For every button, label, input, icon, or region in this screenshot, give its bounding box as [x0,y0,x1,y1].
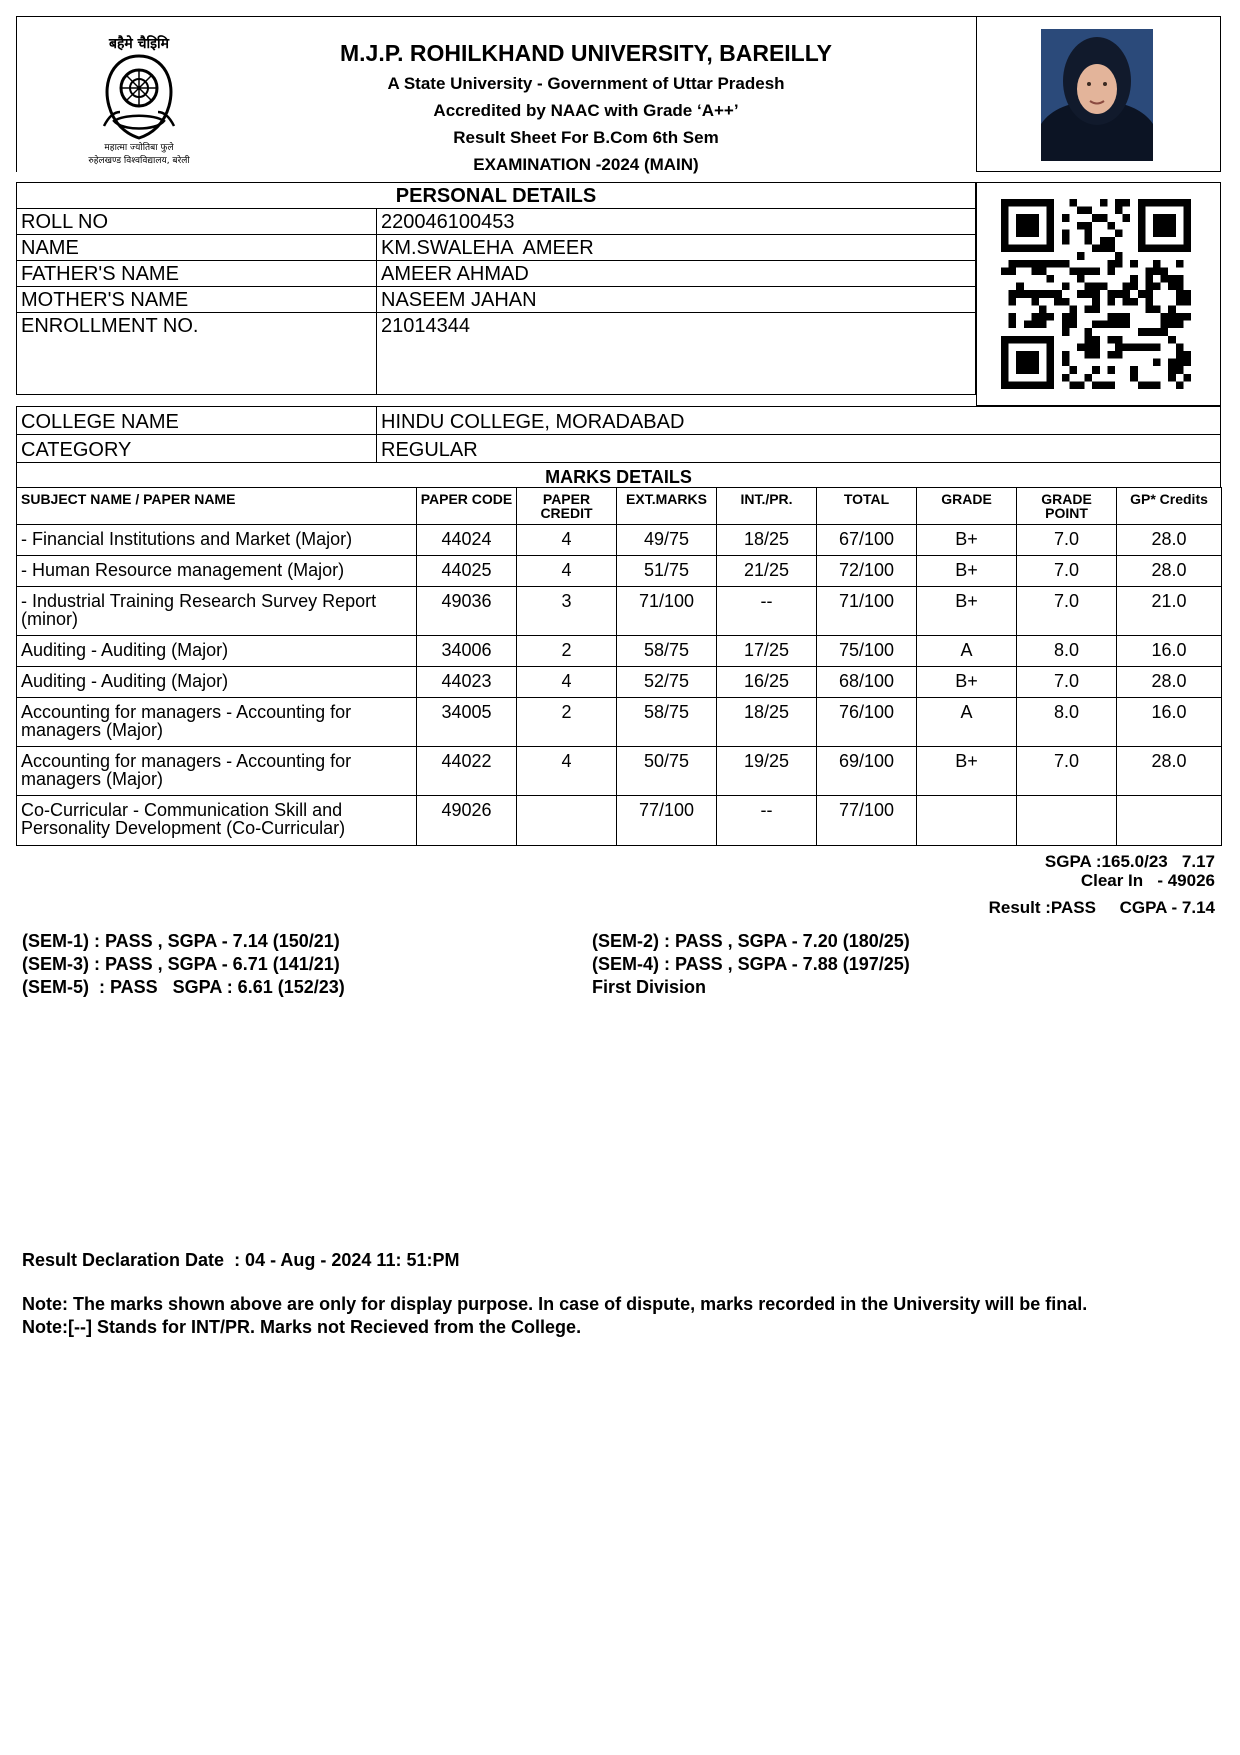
col-int-pr: INT./PR. [717,488,817,525]
ext-marks: 50/75 [617,747,717,796]
grade: B+ [917,747,1017,796]
sem-5-result: (SEM-5) : PASS SGPA : 6.61 (152/23) [22,977,345,997]
roll-no-label: ROLL NO [17,209,377,235]
gp-credits: 28.0 [1117,667,1222,698]
grade: B+ [917,525,1017,556]
table-row [17,698,1222,747]
ext-marks: 52/75 [617,667,717,698]
total: 67/100 [817,525,917,556]
int-pr: 17/25 [717,636,817,667]
grade-point: 7.0 [1017,556,1117,587]
ext-marks: 49/75 [617,525,717,556]
result-sheet-title: Result Sheet For B.Com 6th Sem [453,128,719,147]
total: 71/100 [817,587,917,636]
table-row [17,636,1222,667]
ext-marks: 51/75 [617,556,717,587]
paper-code: 44024 [417,525,517,556]
qr-code [1001,199,1191,389]
subject-name: - Human Resource management (Major) [17,556,417,587]
total: 72/100 [817,556,917,587]
note-display-purpose: Note: The marks shown above are only for display purpose. In case of dispute, marks recorded in the University will be final. [22,1294,1088,1314]
gp-credits: 21.0 [1117,587,1222,636]
grade-point: 7.0 [1017,747,1117,796]
col-paper-credit: PAPER CREDIT [517,488,617,525]
college-name-label: COLLEGE NAME [17,407,377,435]
col-gp-credits: GP* Credits [1117,488,1222,525]
col-subject: SUBJECT NAME / PAPER NAME [17,488,417,525]
ext-marks: 71/100 [617,587,717,636]
gp-credits [1117,796,1222,846]
father-name-value: AMEER AHMAD [377,261,976,287]
grade-point: 8.0 [1017,698,1117,747]
marks-details-section [16,462,1221,846]
college-details-table [16,406,1221,463]
subject-name: - Financial Institutions and Market (Major) [17,525,417,556]
marks-table [16,487,1222,846]
paper-credit [517,796,617,846]
ext-marks: 58/75 [617,698,717,747]
gp-credits: 16.0 [1117,636,1222,667]
personal-details-title: PERSONAL DETAILS [17,183,976,209]
table-row [17,796,1222,846]
col-total: TOTAL [817,488,917,525]
total: 69/100 [817,747,917,796]
marks-details-title: MARKS DETAILS [16,462,1221,487]
category-value: REGULAR [377,435,1221,463]
paper-code: 34005 [417,698,517,747]
int-pr: 16/25 [717,667,817,698]
paper-code: 44023 [417,667,517,698]
mother-name-label: MOTHER'S NAME [17,287,377,313]
gp-credits: 28.0 [1117,556,1222,587]
subject-name: Accounting for managers - Accounting for managers (Major) [17,747,417,796]
college-name-value: HINDU COLLEGE, MORADABAD [377,407,1221,435]
grade-point [1017,796,1117,846]
accreditation-line: Accredited by NAAC with Grade ‘A++’ [433,101,739,120]
enrollment-label: ENROLLMENT NO. [17,313,377,395]
svg-text:महात्मा ज्योतिबा फुले: महात्मा ज्योतिबा फुले [104,143,174,153]
total: 75/100 [817,636,917,667]
grade-point: 7.0 [1017,587,1117,636]
int-pr: 18/25 [717,525,817,556]
table-row [17,287,976,313]
table-row [17,261,976,287]
name-label: NAME [17,235,377,261]
university-logo [74,26,204,168]
result-cgpa-line: Result :PASS CGPA - 7.14 [988,898,1215,917]
paper-code: 44025 [417,556,517,587]
grade-point: 7.0 [1017,667,1117,698]
col-ext-marks: EXT.MARKS [617,488,717,525]
subject-name: Auditing - Auditing (Major) [17,667,417,698]
qr-frame [976,182,1221,406]
grade: B+ [917,556,1017,587]
roll-no-value: 220046100453 [377,209,976,235]
paper-code: 49036 [417,587,517,636]
col-grade: GRADE [917,488,1017,525]
examination-title: EXAMINATION -2024 (MAIN) [473,155,699,174]
clear-in-line: Clear In - 49026 [1080,871,1215,890]
ext-marks: 58/75 [617,636,717,667]
svg-text:रुहेलखण्ड विश्वविद्यालय, बरेली: रुहेलखण्ड विश्वविद्यालय, बरेली [88,156,190,166]
int-pr: -- [717,587,817,636]
table-row [17,667,1222,698]
col-grade-point: GRADE POINT [1017,488,1117,525]
division: First Division [592,977,707,997]
grade-point: 8.0 [1017,636,1117,667]
paper-credit: 3 [517,587,617,636]
int-pr: 21/25 [717,556,817,587]
result-declaration-date: Result Declaration Date : 04 - Aug - 2024 11: 51:PM [22,1250,460,1270]
paper-code: 44022 [417,747,517,796]
table-row [17,407,1221,435]
father-name-label: FATHER'S NAME [17,261,377,287]
sem-3-result: (SEM-3) : PASS , SGPA - 6.71 (141/21) [22,954,340,974]
paper-code: 49026 [417,796,517,846]
grade: B+ [917,587,1017,636]
subject-name: - Industrial Training Research Survey Report (minor) [17,587,417,636]
sem-2-result: (SEM-2) : PASS , SGPA - 7.20 (180/25) [592,931,910,951]
university-subtitle: A State University - Government of Uttar Pradesh [387,74,785,93]
int-pr: -- [717,796,817,846]
mother-name-value: NASEEM JAHAN [377,287,976,313]
int-pr: 19/25 [717,747,817,796]
note-int-pr: Note:[--] Stands for INT/PR. Marks not Recieved from the College. [22,1317,582,1337]
subject-name: Co-Curricular - Communication Skill and Personality Development (Co-Curricular) [17,796,417,846]
table-row [17,587,1222,636]
gp-credits: 28.0 [1117,747,1222,796]
university-name: M.J.P. ROHILKHAND UNIVERSITY, BAREILLY [339,40,833,66]
category-label: CATEGORY [17,435,377,463]
personal-details-table [16,182,976,395]
total: 68/100 [817,667,917,698]
table-row [17,235,976,261]
table-row [17,313,976,395]
total: 77/100 [817,796,917,846]
paper-credit: 4 [517,747,617,796]
grade: A [917,698,1017,747]
gp-credits: 28.0 [1117,525,1222,556]
photo-frame [976,16,1221,172]
student-photo [1041,29,1153,161]
sem-4-result: (SEM-4) : PASS , SGPA - 7.88 (197/25) [592,954,910,974]
paper-credit: 4 [517,556,617,587]
grade: B+ [917,667,1017,698]
sgpa-line: SGPA :165.0/23 7.17 [1044,852,1215,871]
name-value: KM.SWALEHA AMEER [377,235,976,261]
table-row [17,435,1221,463]
result-summary [989,852,1215,918]
paper-credit: 4 [517,667,617,698]
int-pr: 18/25 [717,698,817,747]
enrollment-value: 21014344 [377,313,976,395]
paper-credit: 2 [517,698,617,747]
table-row [17,747,1222,796]
table-row [17,209,976,235]
paper-code: 34006 [417,636,517,667]
grade-point: 7.0 [1017,525,1117,556]
col-paper-code: PAPER CODE [417,488,517,525]
grade: A [917,636,1017,667]
subject-name: Accounting for managers - Accounting for managers (Major) [17,698,417,747]
table-row [17,556,1222,587]
gp-credits: 16.0 [1117,698,1222,747]
ext-marks: 77/100 [617,796,717,846]
svg-text:बहैमे चैइिमि: बहैमे चैइिमि [108,36,170,52]
sem-1-result: (SEM-1) : PASS , SGPA - 7.14 (150/21) [22,931,340,951]
total: 76/100 [817,698,917,747]
subject-name: Auditing - Auditing (Major) [17,636,417,667]
marks-header-row [17,488,1222,525]
paper-credit: 4 [517,525,617,556]
result-header [16,16,1221,174]
grade [917,796,1017,846]
paper-credit: 2 [517,636,617,667]
table-row [17,525,1222,556]
